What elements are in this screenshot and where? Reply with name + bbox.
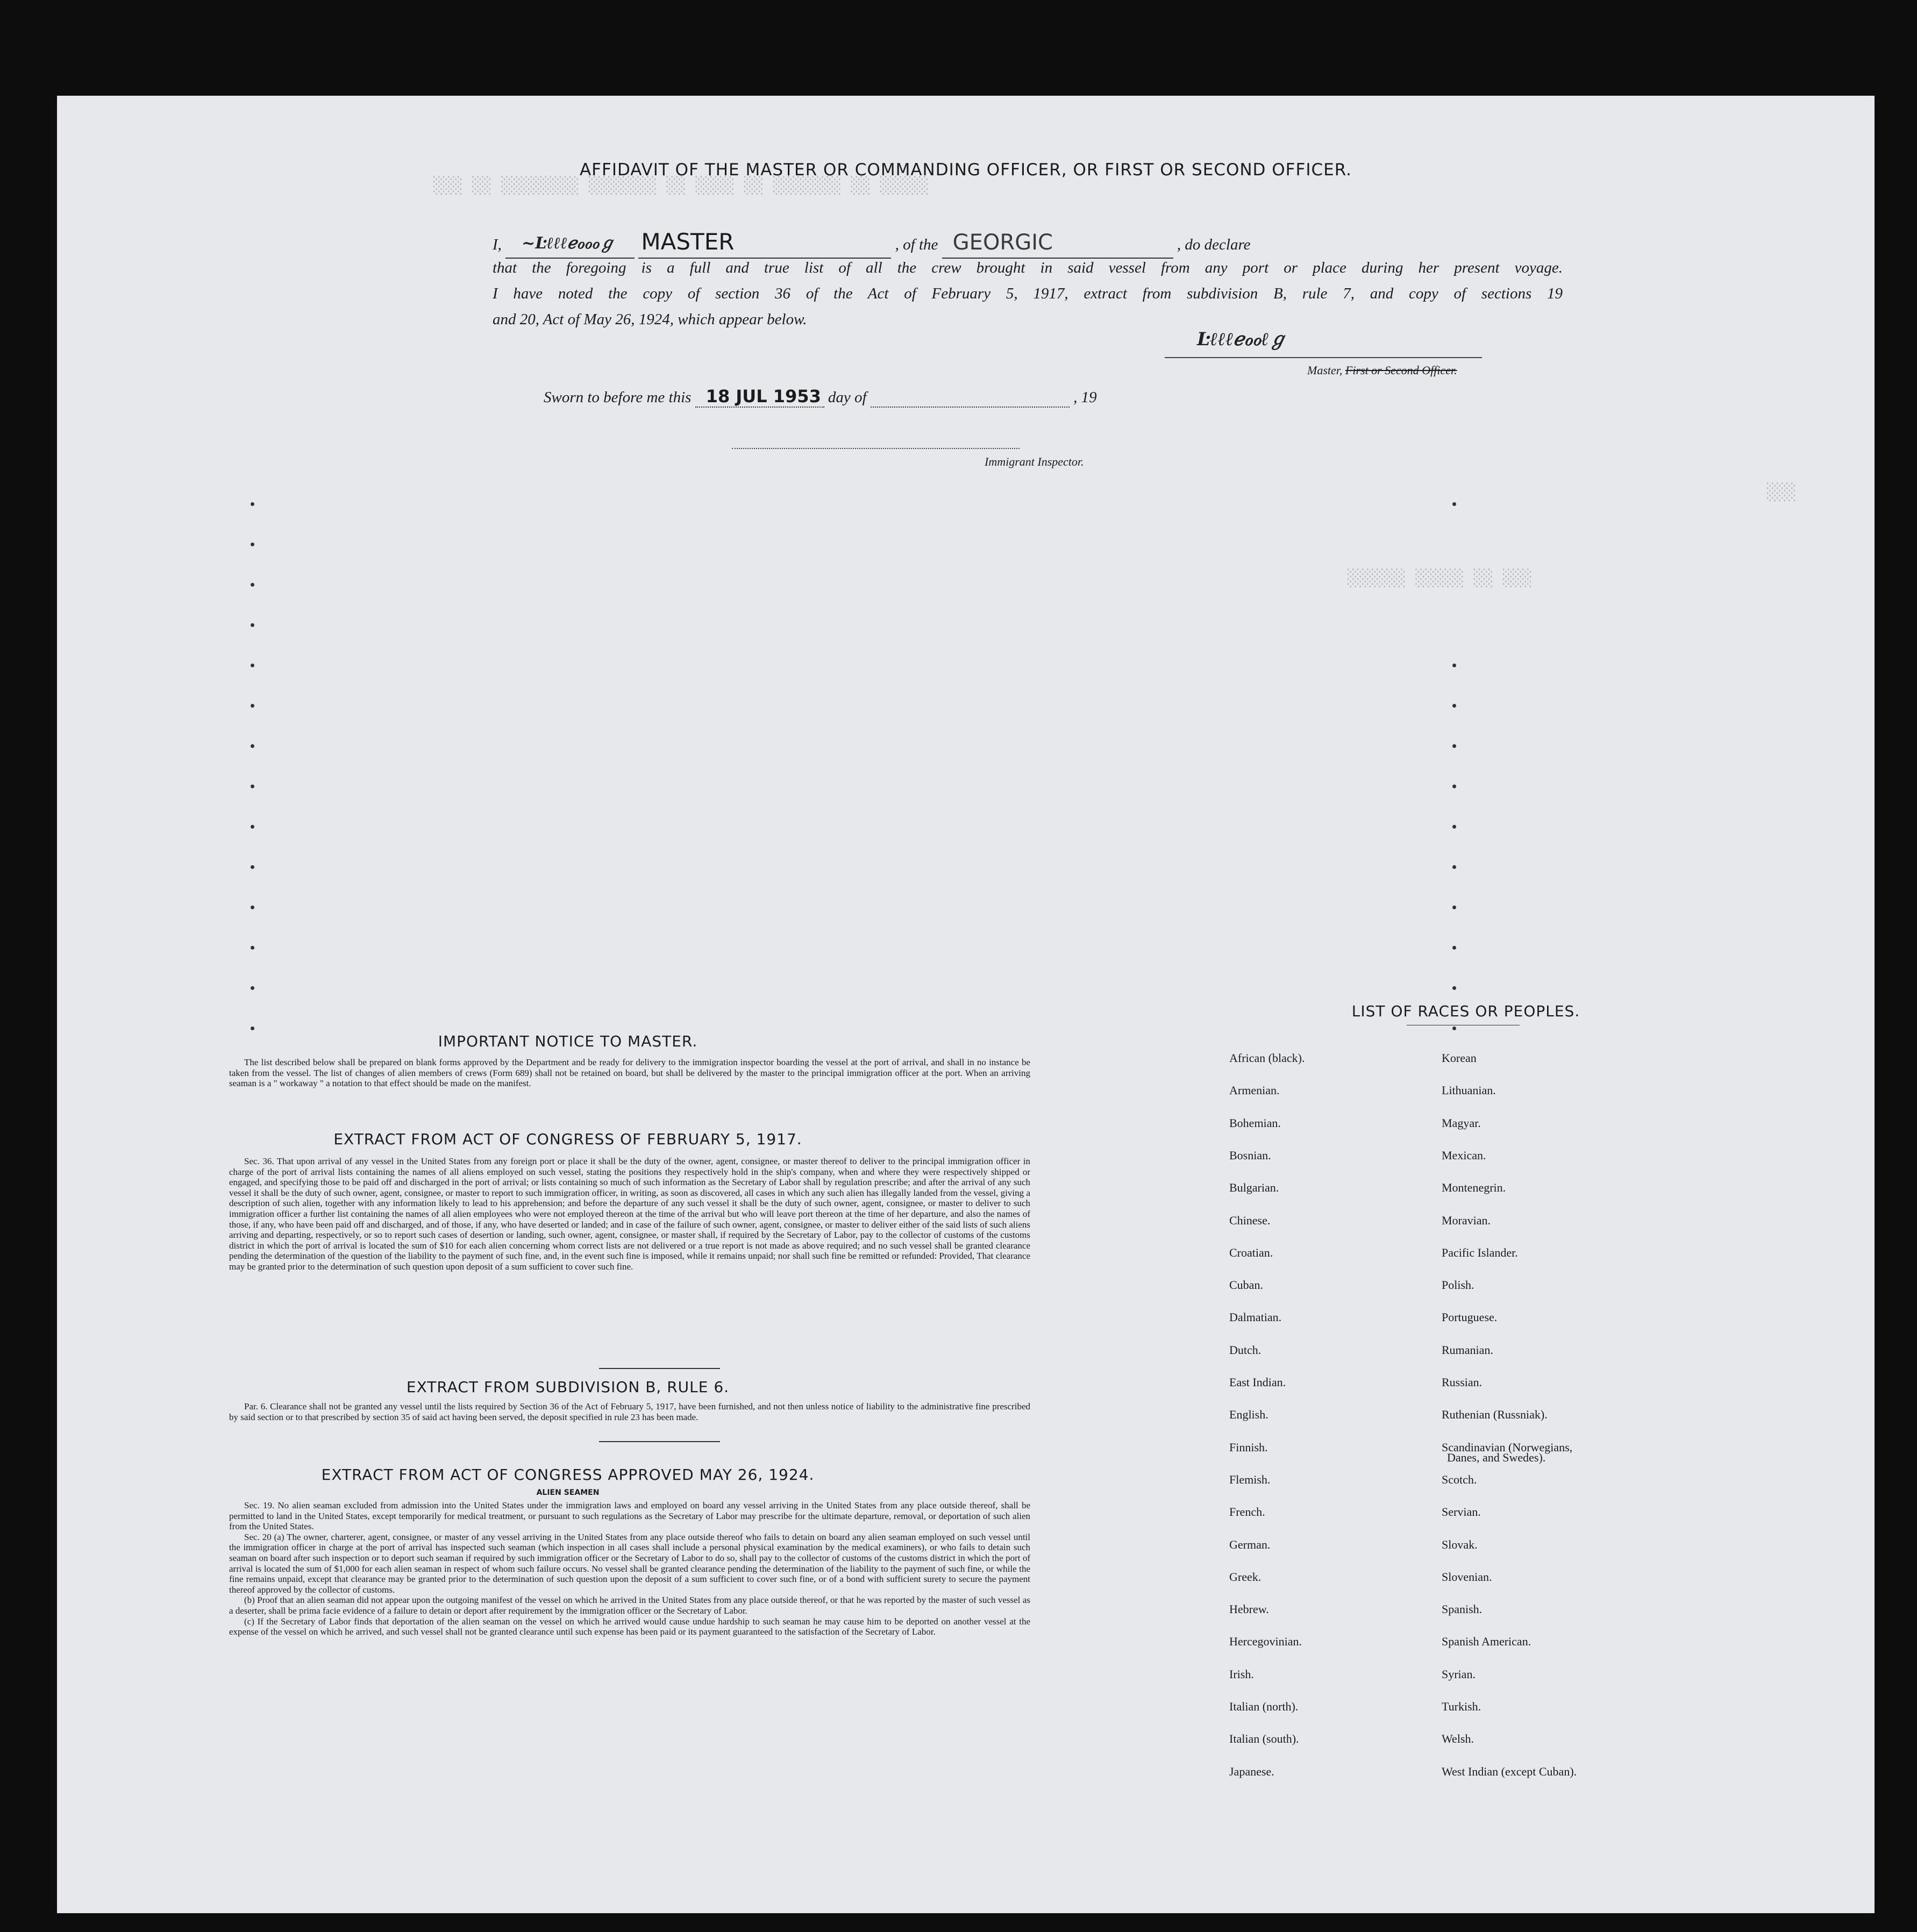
vessel-stamp: GEORGIC (952, 230, 1053, 255)
race-item: Scotch. (1442, 1472, 1477, 1486)
race-item: Scandinavian (Norwegians, (1442, 1440, 1573, 1454)
divider (599, 1441, 720, 1442)
race-item: Croatian. (1229, 1245, 1273, 1259)
master-caption (1307, 363, 1457, 377)
master-signature-2: Ŀℓℓℓℯℴℴℓℊ (1197, 329, 1287, 350)
notice-text: The list described below shall be prepared on blank forms approved by the Department and be ready for delivery to the immigration inspector boarding the vessel at the port of arrival, and shall in no instance be taken from the vessel. The list of changes of alien members of crews (Form 689) shall not be retained on board, but shall be delivered by the master to the principal immigration officer at the port. When an arriving seaman is a " workaway " a notation to that effect should be made on the manifest. (229, 1057, 1030, 1089)
race-item: Dalmatian. (1229, 1310, 1282, 1324)
race-item: Moravian. (1442, 1213, 1491, 1227)
month-field (871, 389, 1070, 408)
race-item: Finnish. (1229, 1440, 1268, 1454)
race-item: Italian (north). (1229, 1700, 1299, 1713)
bleed-through-text: ░░░ ░░ ░░░░░░░░ ░░░░░░░ ░░ ░░░░ ░░ ░░░░░░░ ░░ ░░░░░ (433, 176, 929, 195)
extract-1917-body (229, 1156, 1030, 1272)
race-item: Welsh. (1442, 1732, 1474, 1746)
bleed-dot (1452, 986, 1456, 990)
race-item: Irish. (1229, 1667, 1254, 1681)
sec19-text: Sec. 19. No alien seaman excluded from admission into the United States under the immigration laws and employed on board any vessel arriving in the United States from any place outside thereof, shall be permitted to land in the United States, except temporarily for medical treatment, or pursuant to such regulations as the Secretary of Labor may prescribe for the ultimate departure, removal, or deportation of such alien from the United States. (229, 1500, 1030, 1532)
inspector-caption: Immigrant Inspector. (985, 455, 1084, 468)
sworn-line (544, 386, 1097, 408)
race-item: Ruthenian (Russniak). (1442, 1408, 1548, 1422)
bleed-dot (1452, 502, 1456, 506)
race-item: Slovenian. (1442, 1570, 1492, 1584)
race-item: Servian. (1442, 1505, 1481, 1519)
bleed-dot (251, 865, 254, 869)
race-item: Mexican. (1442, 1148, 1486, 1162)
extract-1917-title: EXTRACT FROM ACT OF CONGRESS OF FEBRUARY 5, 1917. (333, 1130, 802, 1148)
affidavit-line-2: that the foregoing is a full and true list of all the crew brought in said vessel from any port or place during her present voyage. (493, 259, 1563, 276)
race-item: Hebrew. (1229, 1602, 1269, 1616)
bleed-dot (1452, 744, 1456, 748)
bleed-dot (1452, 704, 1456, 708)
race-item: Pacific Islander. (1442, 1245, 1518, 1259)
race-item: Italian (south). (1229, 1732, 1299, 1746)
sec20c-text: (c) If the Secretary of Labor finds that deportation of the alien seaman on the vessel on which he arrived would cause undue hardship to such seaman he may cause him to be deported on another vessel at the expense of the vessel on which he arrived, and such vessel shall not be granted clearance until such expense has been paid or its payment guaranteed to the satisfaction of the Secretary of Labor. (229, 1616, 1030, 1637)
inspector-signature-line (732, 448, 1020, 449)
bleed-dot (251, 785, 254, 788)
bleed-dot (251, 825, 254, 829)
bleed-dot (251, 1026, 254, 1030)
race-item: Spanish American. (1442, 1635, 1531, 1649)
bleed-dot (1452, 1026, 1456, 1030)
race-item: Dutch. (1229, 1343, 1262, 1357)
bleed-dot (1452, 865, 1456, 869)
rank-stamp: MASTER (641, 229, 735, 255)
bleed-dot (251, 946, 254, 950)
date-stamp: 18 JUL 1953 (705, 386, 821, 407)
bleed-dot (1452, 825, 1456, 829)
affidavit-declaration-line (493, 229, 1563, 259)
race-item: Bulgarian. (1229, 1181, 1279, 1195)
of-the-text: , of the (895, 236, 938, 253)
bleed-dot (1452, 946, 1456, 950)
race-continuation: Danes, and Swedes). (1447, 1451, 1546, 1464)
extract-1917-text: Sec. 36. That upon arrival of any vessel in the United States from any foreign port or place it shall be the duty of the owner, agent, consignee, or master thereof to deliver to the principal immigration officer in charge of the port of arrival lists containing the names of all aliens employed on such vessel, stating the positions they respectively hold in the ship's company, when and where they were respectively shipped or engaged, and specifying those to be paid off and discharged in the port of arrival; or lists containing so much of such information as the Secretary of Labor shall by regulation prescribe; and after the arrival of any such vessel it shall be the duty of such owner, agent, consignee, or master to report to such immigration officer, in writing, as soon as discovered, all cases in which any such alien has illegally landed from the vessel, giving a description of such alien, together with any information likely to lead to his apprehension; and before the departure of any such vessel it shall be the duty of such owner, agent, consignee, or master to deliver to such immigration officer a further list containing the names of all alien employees who were not employed thereon at the time of the arrival but who will leave port thereon at the time of her departure, and also the names of those, if any, who have been paid off and discharged, and of those, if any, who have deserted or landed; and in case of the failure of such owner, agent, consignee, or master to deliver either of the said lists of such aliens arriving and departing, respectively, or so to report such cases of desertion or landing, such owner, agent, consignee, or master shall, if required by the Secretary of Labor, pay to the collector of customs of the customs district in which the port of arrival is located the sum of $10 for each alien concerning whom correct lists are not delivered or a true report is not made as above required; and no such vessel shall be granted clearance pending the determination of the question of the liability to the payment of such fine, and, in the event such fine is imposed, while it remains unpaid; nor shall such fine be remitted or refunded: Provided, That clearance may be granted prior to the determination of such question upon deposit of a sum sufficient to cover such fine. (229, 1156, 1030, 1272)
extract-rule6-title: EXTRACT FROM SUBDIVISION B, RULE 6. (406, 1378, 730, 1396)
affidavit-line-4: and 20, Act of May 26, 1924, which appear below. (493, 311, 807, 328)
race-item: Slovak. (1442, 1537, 1478, 1551)
race-item: Bohemian. (1229, 1116, 1281, 1130)
master-signature: ~Ŀℓℓℓℯℴℴℴℊ (522, 234, 616, 253)
race-item: Cuban. (1229, 1278, 1263, 1292)
signature-line (1165, 357, 1482, 358)
race-item: Japanese. (1229, 1764, 1274, 1778)
bleed-dot (1452, 906, 1456, 909)
race-item: Lithuanian. (1442, 1083, 1496, 1097)
race-item: Greek. (1229, 1570, 1262, 1584)
bleed-dot (1452, 785, 1456, 788)
bleed-dot (251, 744, 254, 748)
bleed-dot (251, 986, 254, 990)
sec20a-text: Sec. 20 (a) The owner, charterer, agent, consignee, or master of any vessel arriving in the United States from any place outside thereof who fails to detain on board any alien seaman employed on such vessel until the immigration officer in charge at the port of arrival has inspected such seaman (which inspection in all cases shall include a personal physical examination by the medical examiners), or who fails to detain such seaman on board after such inspection or to deport such seaman if required by such immigration officer or the Secretary of Labor to do so, shall pay to the collector of customs of the customs district in which the port of arrival is located the sum of $1,000 for each alien seaman in respect of whom such failure occurs. No vessel shall be granted clearance pending the determination of the liability to the payment of such fine, or while the fine remains unpaid, except that clearance may be granted prior to the determination of such question upon the deposit of a sum sufficient to cover such fine, or of a bond with sufficient surety to secure the payment thereof approved by the collector of customs. (229, 1531, 1030, 1595)
bleed-through-text: ░░░░░░ ░░░░░ ░░ ░░░ (1348, 569, 1533, 588)
day-of-text: day of (828, 389, 867, 406)
race-item: Bosnian. (1229, 1148, 1271, 1162)
race-item: Polish. (1442, 1278, 1474, 1292)
bleed-dot (251, 583, 254, 587)
bleed-dot (1452, 664, 1456, 667)
year-prefix: , 19 (1073, 389, 1097, 406)
race-item: Montenegrin. (1442, 1181, 1506, 1195)
sworn-date-field (695, 386, 824, 408)
race-item: Rumanian. (1442, 1343, 1493, 1357)
extract-1924-body (229, 1500, 1030, 1637)
bleed-dot (251, 543, 254, 546)
extract-1924-title: EXTRACT FROM ACT OF CONGRESS APPROVED MAY 26, 1924. (321, 1466, 815, 1484)
race-item: French. (1229, 1505, 1265, 1519)
race-item: English. (1229, 1408, 1269, 1422)
pronoun: I, (493, 236, 502, 253)
extract-rule6-body (229, 1401, 1030, 1422)
bleed-through-text: ░░░ (1767, 483, 1797, 502)
bleed-dot (251, 623, 254, 627)
race-item: West Indian (except Cuban). (1442, 1764, 1577, 1778)
races-title: LIST OF RACES OR PEOPLES. (1351, 1002, 1580, 1020)
bleed-dot (251, 906, 254, 909)
notice-body (229, 1057, 1030, 1089)
race-item: Chinese. (1229, 1213, 1271, 1227)
race-item: Syrian. (1442, 1667, 1476, 1681)
race-item: German. (1229, 1537, 1271, 1551)
race-item: Turkish. (1442, 1700, 1481, 1713)
notice-title: IMPORTANT NOTICE TO MASTER. (438, 1032, 698, 1050)
sworn-prefix: Sworn to before me this (544, 389, 692, 406)
divider (599, 1368, 720, 1369)
race-item: Magyar. (1442, 1116, 1481, 1130)
race-item: East Indian. (1229, 1375, 1286, 1389)
race-item: Spanish. (1442, 1602, 1483, 1616)
alien-seamen-subtitle: ALIEN SEAMEN (536, 1488, 600, 1497)
document-sheet (57, 96, 1875, 1913)
race-item: Hercegovinian. (1229, 1635, 1302, 1649)
do-declare-text: , do declare (1177, 236, 1251, 253)
sec20b-text: (b) Proof that an alien seaman did not appear upon the outgoing manifest of the vessel on which he arrived in the United States from any place outside thereof, or that he was reported by the master of such vessel as a deserter, shall be prima facie evidence of a failure to detain or deport after requirement by the immigration officer or the Secretary of Labor. (229, 1595, 1030, 1616)
race-item: Portuguese. (1442, 1310, 1498, 1324)
race-item: Korean (1442, 1051, 1477, 1065)
bleed-dot (251, 502, 254, 506)
race-item: Russian. (1442, 1375, 1483, 1389)
rank-field (638, 229, 891, 259)
race-item: Armenian. (1229, 1083, 1280, 1097)
affidavit-title: AFFIDAVIT OF THE MASTER OR COMMANDING OFFICER, OR FIRST OR SECOND OFFICER. (579, 160, 1352, 180)
bleed-dot (251, 704, 254, 708)
affidavit-line-3: I have noted the copy of section 36 of the Act of February 5, 1917, extract from subdivision B, rule 7, and copy of sections 19 (493, 285, 1563, 302)
race-item: African (black). (1229, 1051, 1305, 1065)
vessel-field (942, 230, 1173, 259)
extract-rule6-text: Par. 6. Clearance shall not be granted any vessel until the lists required by Section 36 of the Act of February 5, 1917, have been furnished, and not then unless notice of liability to the administrative fine prescribed by said section or to that prescribed by section 35 of said act having been served, the deposit specified in rule 23 has been made. (229, 1401, 1030, 1422)
race-item: Flemish. (1229, 1472, 1271, 1486)
struck-caption: First or Second Officer. (1345, 363, 1457, 377)
master-caption-text: Master, (1307, 363, 1343, 377)
bleed-dot (251, 664, 254, 667)
